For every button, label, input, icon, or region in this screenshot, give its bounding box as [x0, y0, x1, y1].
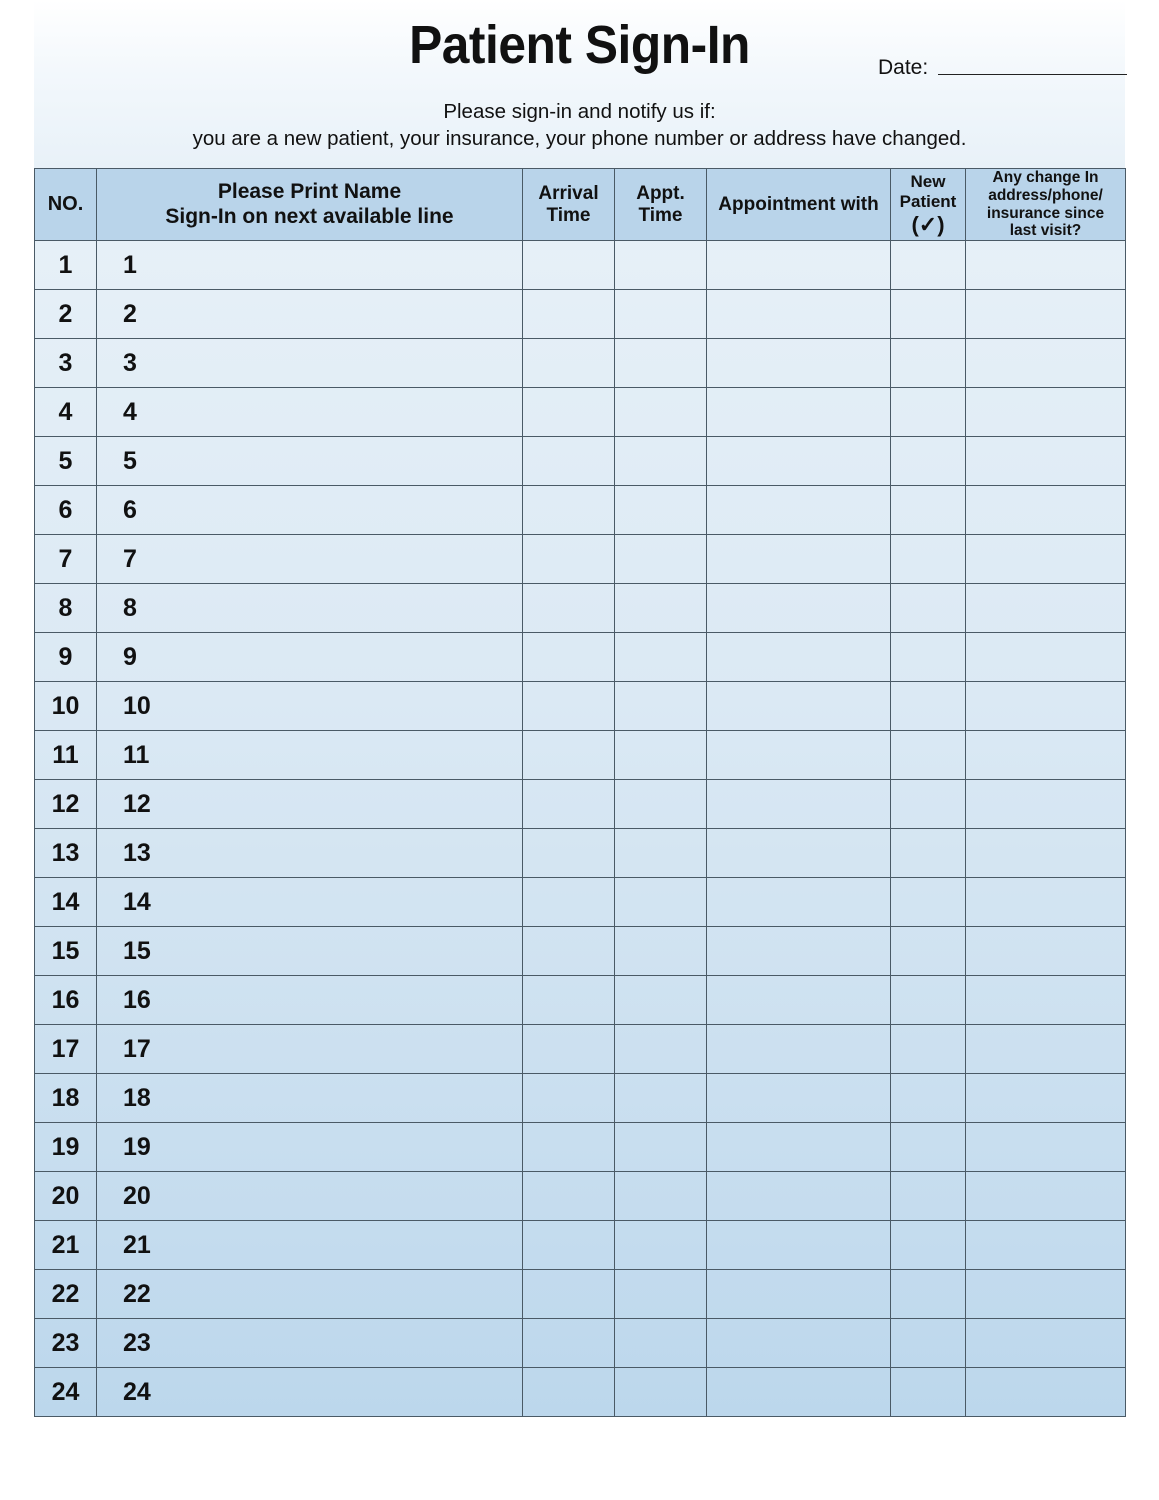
new-patient-checkbox[interactable]: [891, 1123, 966, 1172]
change-field[interactable]: [966, 731, 1126, 780]
name-field[interactable]: 22: [97, 1270, 523, 1319]
form-title: Patient Sign-In: [409, 15, 750, 75]
column-header-appointment-with-label: Appointment with: [718, 193, 879, 215]
new-patient-checkbox[interactable]: [891, 1025, 966, 1074]
new-patient-checkbox[interactable]: [891, 1074, 966, 1123]
new-patient-checkbox[interactable]: [891, 633, 966, 682]
appointment-with-field[interactable]: [707, 878, 891, 927]
row-number: 22: [35, 1270, 97, 1319]
name-field[interactable]: 23: [97, 1319, 523, 1368]
appt-time-field[interactable]: [615, 1025, 707, 1074]
column-header-name-line2: Sign-In on next available line: [165, 204, 454, 228]
row-number: 11: [35, 731, 97, 780]
arrival-time-field[interactable]: [523, 388, 615, 437]
column-header-change-line4: last visit?: [1009, 222, 1082, 240]
table-row: [35, 1025, 1126, 1074]
table-row: [35, 290, 1126, 339]
new-patient-checkbox[interactable]: [891, 1221, 966, 1270]
appt-time-field[interactable]: [615, 976, 707, 1025]
appointment-with-field[interactable]: [707, 1123, 891, 1172]
column-header-any-change: [966, 169, 1126, 241]
arrival-time-field[interactable]: [523, 1025, 615, 1074]
new-patient-checkbox[interactable]: [891, 584, 966, 633]
change-field[interactable]: [966, 1074, 1126, 1123]
name-field[interactable]: 8: [97, 584, 523, 633]
row-number: 14: [35, 878, 97, 927]
name-field[interactable]: 4: [97, 388, 523, 437]
appointment-with-field[interactable]: [707, 1270, 891, 1319]
new-patient-checkbox[interactable]: [891, 878, 966, 927]
appointment-with-field[interactable]: [707, 976, 891, 1025]
name-field[interactable]: 21: [97, 1221, 523, 1270]
appt-time-field[interactable]: [615, 584, 707, 633]
column-header-name-line1: Please Print Name: [217, 180, 402, 204]
new-patient-checkbox[interactable]: [891, 780, 966, 829]
arrival-time-field[interactable]: [523, 1123, 615, 1172]
row-number: 5: [35, 437, 97, 486]
new-patient-checkbox[interactable]: [891, 976, 966, 1025]
appointment-with-field[interactable]: [707, 829, 891, 878]
table-row: [35, 682, 1126, 731]
arrival-time-field[interactable]: [523, 1221, 615, 1270]
row-number: 19: [35, 1123, 97, 1172]
name-field[interactable]: 16: [97, 976, 523, 1025]
row-number: 2: [35, 290, 97, 339]
new-patient-checkbox[interactable]: [891, 388, 966, 437]
appointment-with-field[interactable]: [707, 437, 891, 486]
name-field[interactable]: 19: [97, 1123, 523, 1172]
change-field[interactable]: [966, 388, 1126, 437]
row-number: 9: [35, 633, 97, 682]
appt-time-field[interactable]: [615, 1221, 707, 1270]
table-row: [35, 1172, 1126, 1221]
sign-in-table: [34, 168, 1126, 1417]
name-field[interactable]: 2: [97, 290, 523, 339]
appointment-with-field[interactable]: [707, 241, 891, 290]
table-row: [35, 1270, 1126, 1319]
table-row: [35, 633, 1126, 682]
row-number: 24: [35, 1368, 97, 1417]
name-field[interactable]: 6: [97, 486, 523, 535]
arrival-time-field[interactable]: [523, 290, 615, 339]
appointment-with-field[interactable]: [707, 535, 891, 584]
change-field[interactable]: [966, 1319, 1126, 1368]
name-field[interactable]: 24: [97, 1368, 523, 1417]
change-field[interactable]: [966, 339, 1126, 388]
column-header-change-line3: insurance since: [986, 204, 1105, 222]
arrival-time-field[interactable]: [523, 437, 615, 486]
change-field[interactable]: [966, 878, 1126, 927]
new-patient-checkbox[interactable]: [891, 1319, 966, 1368]
notice-line-2: you are a new patient, your insurance, your phone number or address have changed.: [192, 127, 967, 150]
row-number: 21: [35, 1221, 97, 1270]
arrival-time-field[interactable]: [523, 535, 615, 584]
change-field[interactable]: [966, 633, 1126, 682]
arrival-time-field[interactable]: [523, 829, 615, 878]
table-row: [35, 1221, 1126, 1270]
name-field[interactable]: 5: [97, 437, 523, 486]
appointment-with-field[interactable]: [707, 388, 891, 437]
appointment-with-field[interactable]: [707, 927, 891, 976]
table-row: [35, 731, 1126, 780]
appt-time-field[interactable]: [615, 535, 707, 584]
appt-time-field[interactable]: [615, 339, 707, 388]
change-field[interactable]: [966, 584, 1126, 633]
change-field[interactable]: [966, 1270, 1126, 1319]
column-header-appt-time: [615, 169, 707, 241]
column-header-appt-line1: Appt.: [636, 182, 685, 204]
table-row: [35, 976, 1126, 1025]
table-row: [35, 486, 1126, 535]
appointment-with-field[interactable]: [707, 1368, 891, 1417]
row-number: 7: [35, 535, 97, 584]
date-label: Date:: [878, 56, 929, 79]
appt-time-field[interactable]: [615, 731, 707, 780]
column-header-arrival-line1: Arrival: [538, 182, 599, 204]
row-number: 13: [35, 829, 97, 878]
column-header-change-line1: Any change In: [992, 169, 1099, 186]
row-number: 20: [35, 1172, 97, 1221]
change-field[interactable]: [966, 241, 1126, 290]
name-field[interactable]: 20: [97, 1172, 523, 1221]
name-field[interactable]: 13: [97, 829, 523, 878]
table-row: [35, 535, 1126, 584]
column-header-new-line2: Patient: [899, 191, 957, 211]
new-patient-checkbox[interactable]: [891, 1172, 966, 1221]
row-number: 12: [35, 780, 97, 829]
appt-time-field[interactable]: [615, 878, 707, 927]
column-header-name: [97, 169, 523, 241]
name-field[interactable]: 15: [97, 927, 523, 976]
table-row: [35, 780, 1126, 829]
arrival-time-field[interactable]: [523, 927, 615, 976]
table-row: [35, 241, 1126, 290]
appointment-with-field[interactable]: [707, 1221, 891, 1270]
column-header-new-line1: New: [910, 172, 946, 192]
arrival-time-field[interactable]: [523, 878, 615, 927]
name-field[interactable]: 12: [97, 780, 523, 829]
appt-time-field[interactable]: [615, 388, 707, 437]
appointment-with-field[interactable]: [707, 633, 891, 682]
table-row: [35, 388, 1126, 437]
arrival-time-field[interactable]: [523, 584, 615, 633]
new-patient-checkbox[interactable]: [891, 731, 966, 780]
arrival-time-field[interactable]: [523, 682, 615, 731]
row-number: 6: [35, 486, 97, 535]
appt-time-field[interactable]: [615, 437, 707, 486]
appointment-with-field[interactable]: [707, 1319, 891, 1368]
column-header-no: [35, 169, 97, 241]
new-patient-checkbox[interactable]: [891, 535, 966, 584]
appointment-with-field[interactable]: [707, 780, 891, 829]
table-row: [35, 1319, 1126, 1368]
change-field[interactable]: [966, 1123, 1126, 1172]
row-number: 17: [35, 1025, 97, 1074]
appt-time-field[interactable]: [615, 633, 707, 682]
column-header-no-label: NO.: [47, 193, 84, 216]
table-row: [35, 1074, 1126, 1123]
appointment-with-field[interactable]: [707, 731, 891, 780]
table-row: [35, 584, 1126, 633]
appt-time-field[interactable]: [615, 1123, 707, 1172]
name-field[interactable]: 7: [97, 535, 523, 584]
row-number: 8: [35, 584, 97, 633]
row-number: 15: [35, 927, 97, 976]
change-field[interactable]: [966, 535, 1126, 584]
appt-time-field[interactable]: [615, 486, 707, 535]
new-patient-checkbox[interactable]: [891, 241, 966, 290]
change-field[interactable]: [966, 927, 1126, 976]
arrival-time-field[interactable]: [523, 633, 615, 682]
change-field[interactable]: [966, 682, 1126, 731]
row-number: 3: [35, 339, 97, 388]
column-header-new-patient: [891, 169, 966, 241]
sign-in-rows: [35, 241, 1126, 1417]
arrival-time-field[interactable]: [523, 976, 615, 1025]
arrival-time-field[interactable]: [523, 1172, 615, 1221]
change-field[interactable]: [966, 829, 1126, 878]
appt-time-field[interactable]: [615, 780, 707, 829]
table-row: [35, 437, 1126, 486]
arrival-time-field[interactable]: [523, 1368, 615, 1417]
change-field[interactable]: [966, 780, 1126, 829]
appointment-with-field[interactable]: [707, 1074, 891, 1123]
row-number: 16: [35, 976, 97, 1025]
table-row: [35, 927, 1126, 976]
change-field[interactable]: [966, 1221, 1126, 1270]
change-field[interactable]: [966, 437, 1126, 486]
row-number: 1: [35, 241, 97, 290]
new-patient-checkbox[interactable]: [891, 682, 966, 731]
column-header-appt-line2: Time: [638, 204, 683, 226]
new-patient-checkbox[interactable]: [891, 927, 966, 976]
arrival-time-field[interactable]: [523, 731, 615, 780]
appt-time-field[interactable]: [615, 1172, 707, 1221]
change-field[interactable]: [966, 290, 1126, 339]
new-patient-checkbox[interactable]: [891, 486, 966, 535]
column-header-arrival-time: [523, 169, 615, 241]
arrival-time-field[interactable]: [523, 241, 615, 290]
change-field[interactable]: [966, 1368, 1126, 1417]
column-header-arrival-line2: Time: [546, 204, 591, 226]
appointment-with-field[interactable]: [707, 584, 891, 633]
arrival-time-field[interactable]: [523, 486, 615, 535]
new-patient-checkbox[interactable]: [891, 829, 966, 878]
arrival-time-field[interactable]: [523, 339, 615, 388]
appointment-with-field[interactable]: [707, 290, 891, 339]
name-field[interactable]: 10: [97, 682, 523, 731]
row-number: 10: [35, 682, 97, 731]
appointment-with-field[interactable]: [707, 339, 891, 388]
row-number: 4: [35, 388, 97, 437]
table-row: [35, 829, 1126, 878]
column-header-appointment-with: [707, 169, 891, 241]
appt-time-field[interactable]: [615, 1074, 707, 1123]
appointment-with-field[interactable]: [707, 486, 891, 535]
header-row: [35, 169, 1126, 241]
table-row: [35, 1368, 1126, 1417]
checkmark-icon: (✓): [911, 211, 945, 237]
new-patient-checkbox[interactable]: [891, 1270, 966, 1319]
appt-time-field[interactable]: [615, 829, 707, 878]
change-field[interactable]: [966, 486, 1126, 535]
appt-time-field[interactable]: [615, 927, 707, 976]
appt-time-field[interactable]: [615, 1270, 707, 1319]
table-row: [35, 878, 1126, 927]
change-field[interactable]: [966, 976, 1126, 1025]
new-patient-checkbox[interactable]: [891, 339, 966, 388]
name-field[interactable]: 3: [97, 339, 523, 388]
name-field[interactable]: 14: [97, 878, 523, 927]
appointment-with-field[interactable]: [707, 1172, 891, 1221]
appointment-with-field[interactable]: [707, 682, 891, 731]
appt-time-field[interactable]: [615, 1319, 707, 1368]
name-field[interactable]: 9: [97, 633, 523, 682]
appt-time-field[interactable]: [615, 682, 707, 731]
change-field[interactable]: [966, 1172, 1126, 1221]
appt-time-field[interactable]: [615, 241, 707, 290]
arrival-time-field[interactable]: [523, 1074, 615, 1123]
name-field[interactable]: 11: [97, 731, 523, 780]
name-field[interactable]: 17: [97, 1025, 523, 1074]
table-row: [35, 339, 1126, 388]
arrival-time-field[interactable]: [523, 1319, 615, 1368]
date-field-line[interactable]: [938, 74, 1127, 75]
notice-line-1: Please sign-in and notify us if:: [443, 100, 716, 123]
arrival-time-field[interactable]: [523, 780, 615, 829]
row-number: 18: [35, 1074, 97, 1123]
table-row: [35, 1123, 1126, 1172]
new-patient-checkbox[interactable]: [891, 437, 966, 486]
new-patient-checkbox[interactable]: [891, 1368, 966, 1417]
column-header-change-line2: address/phone/: [988, 186, 1103, 204]
appointment-with-field[interactable]: [707, 1025, 891, 1074]
name-field[interactable]: 18: [97, 1074, 523, 1123]
new-patient-checkbox[interactable]: [891, 290, 966, 339]
appt-time-field[interactable]: [615, 1368, 707, 1417]
row-number: 23: [35, 1319, 97, 1368]
name-field[interactable]: 1: [97, 241, 523, 290]
change-field[interactable]: [966, 1025, 1126, 1074]
appt-time-field[interactable]: [615, 290, 707, 339]
arrival-time-field[interactable]: [523, 1270, 615, 1319]
